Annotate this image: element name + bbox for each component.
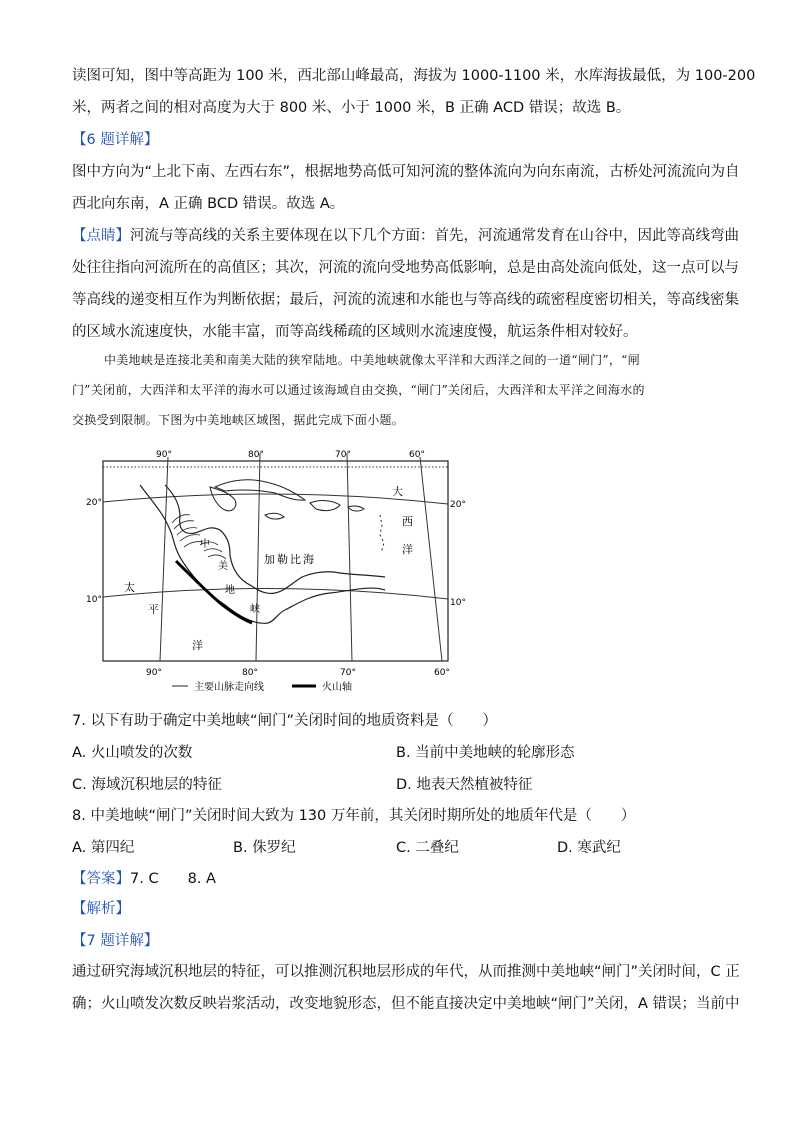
lon-bottom-70: 70° (340, 668, 356, 678)
paragraph-line: 通过研究海域沉积地层的特征，可以推测沉积地层形成的年代，从而推测中美地峡“闸门”关闭时间，C 正 (72, 964, 740, 980)
lon-top-90: 90° (156, 450, 172, 460)
paragraph-line: 读图可知，图中等高距为 100 米，西北部山峰最高，海拔为 1000-1100 米，水库海拔最低，为 100-200 (72, 68, 756, 84)
paragraph-line: 图中方向为“上北下南、左西右东”，根据地势高低可知河流的整体流向为向东南流，古桥处河流流向为自 (72, 164, 740, 180)
volcanic-axis (176, 561, 252, 623)
latitude-10 (103, 588, 448, 599)
answer-label: 【答案】 (72, 871, 130, 887)
q7-stem: 7. 以下有助于确定中美地峡“闸门”关闭时间的地质资料是（ ） (72, 713, 497, 729)
q7-option-c[interactable]: C. 海域沉积地层的特征 (72, 777, 222, 793)
lat-right-10: 10° (450, 598, 466, 608)
lat-right-20: 20° (450, 500, 466, 510)
atlantic-label-2: 西 (402, 515, 413, 528)
q8-option-b[interactable]: B. 侏罗纪 (233, 840, 296, 856)
paragraph-line: 西北向东南，A 正确 BCD 错误。故选 A。 (72, 196, 345, 212)
longitude-70 (347, 453, 352, 661)
puerto-rico-island (348, 506, 364, 511)
pacific-label-1: 太 (124, 581, 135, 594)
lat-left-10: 10° (86, 595, 102, 605)
lon-bottom-60: 60° (434, 668, 450, 678)
paragraph-line: 的区域水流速度快，水能丰富，而等高线稀疏的区域则水流速度慢，航运条件相对较好。 (72, 324, 638, 340)
lesser-antilles (380, 515, 384, 553)
q8-option-c[interactable]: C. 二叠纪 (396, 840, 459, 856)
tip-label: 【点睛】 (72, 228, 130, 244)
answer-line (72, 869, 216, 889)
isthmus-label-2: 美 (218, 561, 228, 572)
tip-text: 河流与等高线的关系主要体现在以下几个方面：首先，河流通常发育在山谷中，因此等高线弯曲 (130, 228, 739, 244)
q8-option-d[interactable]: D. 寒武纪 (557, 840, 621, 856)
intro-line: 门”关闭前，大西洋和太平洋的海水可以通过该海域自由交换，“闸门”关闭后，大西洋和太平洋之间海水的 (72, 383, 645, 397)
pacific-label-2: 平 (148, 603, 159, 616)
q8-stem: 8. 中美地峡“闸门”关闭时间大致为 130 万年前，其关闭时期所处的地质年代是（ ） (72, 808, 636, 824)
lon-top-80: 80° (248, 450, 264, 460)
lon-top-70: 70° (335, 450, 351, 460)
answer-value: 7. C 8. A (130, 871, 216, 887)
q7-heading: 【7 题详解】 (72, 933, 159, 949)
intro-line: 中美地峡是连接北美和南美大陆的狭窄陆地。中美地峡就像太平洋和大西洋之间的一道“闸门”，“闸 (104, 353, 640, 367)
paragraph-line: 米，两者之间的相对高度为大于 800 米、小于 1000 米，B 正确 ACD 错误；故选 B。 (72, 100, 631, 116)
tip-line (72, 226, 739, 246)
paragraph-line: 等高线的递变相互作为判断依据；最后，河流的流速和水能也与等高线的疏密程度密切相关，等高线密集 (72, 292, 739, 308)
legend-mountain-label: 主要山脉走向线 (194, 682, 264, 693)
q6-heading: 【6 题详解】 (72, 132, 159, 148)
jamaica-island (265, 513, 284, 519)
lon-top-60: 60° (409, 450, 425, 460)
hispaniola-island (310, 501, 340, 511)
q7-option-d[interactable]: D. 地表天然植被特征 (396, 777, 533, 793)
cuba-island (215, 480, 305, 500)
lat-left-20: 20° (86, 498, 102, 508)
isthmus-label-4: 峡 (250, 604, 260, 615)
analysis-label: 【解析】 (72, 901, 130, 917)
longitude-60 (420, 457, 442, 661)
legend-volcano-label: 火山轴 (322, 682, 352, 693)
caribbean-coastline (165, 485, 385, 593)
q8-option-a[interactable]: A. 第四纪 (72, 840, 135, 856)
atlantic-label-1: 大 (392, 485, 403, 498)
central-america-map (80, 445, 470, 695)
q7-option-a[interactable]: A. 火山喷发的次数 (72, 745, 193, 761)
lon-bottom-80: 80° (242, 668, 258, 678)
isthmus-label-3: 地 (225, 585, 235, 596)
paragraph-line: 处往往指向河流所在的高值区；其次，河流的流向受地势高低影响，总是由高处流向低处，这一点可以与 (72, 260, 739, 276)
caribbean-label: 加勒比海 (264, 553, 316, 566)
longitude-80 (256, 453, 260, 661)
isthmus-label-1: 中 (200, 539, 210, 550)
atlantic-label-3: 洋 (402, 543, 413, 556)
q7-option-b[interactable]: B. 当前中美地峡的轮廓形态 (396, 745, 575, 761)
lon-bottom-90: 90° (146, 668, 162, 678)
paragraph-line: 确；火山喷发次数反映岩浆活动，改变地貌形态，但不能直接决定中美地峡“闸门”关闭，A 错误；当前中 (72, 996, 740, 1012)
intro-line: 交换受到限制。下图为中美地峡区域图，据此完成下面小题。 (72, 413, 405, 427)
pacific-label-3: 洋 (192, 639, 203, 652)
